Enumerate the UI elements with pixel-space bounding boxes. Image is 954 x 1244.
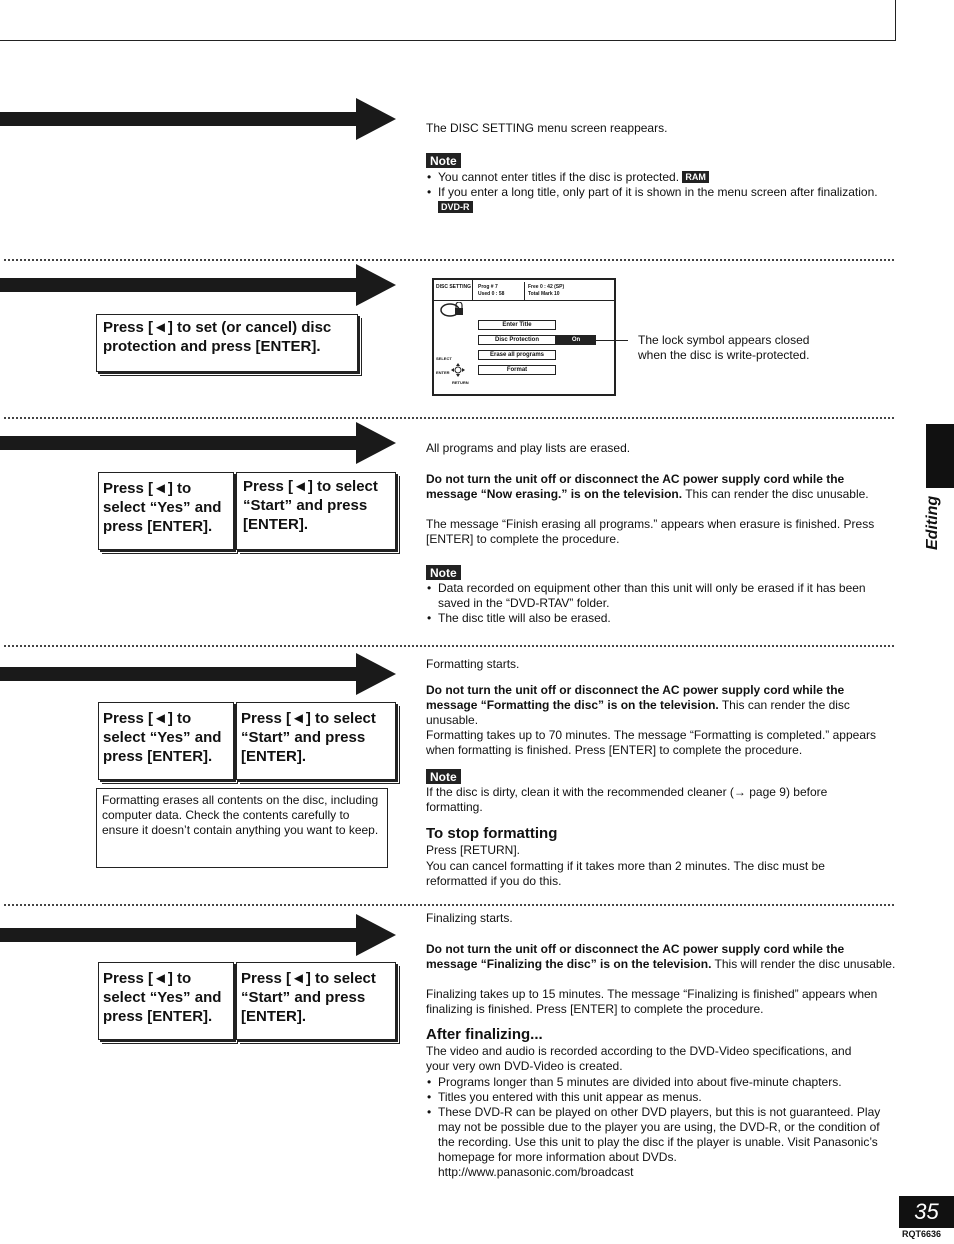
screen-used: Used 0 : 58 xyxy=(478,291,505,297)
list-item: • Programs longer than 5 minutes are divided into about five-minute chapters. xyxy=(438,1075,891,1090)
select-yes-box xyxy=(98,472,234,550)
panasonic-url: http://www.panasonic.com/broadcast xyxy=(438,1165,634,1179)
select-start-text: Press [◄] to select “Start” and press [ENTER]. xyxy=(241,710,376,765)
divider xyxy=(4,904,894,906)
section-label: Editing xyxy=(924,495,941,550)
list-item: • The disc title will also be erased. xyxy=(438,611,896,626)
select-start-box xyxy=(236,472,396,550)
menu-disc-protection: Disc Protection xyxy=(478,335,556,345)
screen-free: Free 0 : 42 (SP) xyxy=(528,284,565,290)
step-arrow-1 xyxy=(0,94,400,144)
after-heading: After finalizing... xyxy=(426,1026,543,1043)
dpad-icon xyxy=(450,362,466,378)
menu-erase-all: Erase all programs xyxy=(478,350,556,360)
select-start-text: Press [◄] to select “Start” and press [ENTER]. xyxy=(243,478,378,533)
step4-note: If the disc is dirty, clean it with the recommended cleaner (→ page 9) before formatting. xyxy=(426,785,828,814)
menu-format: Format xyxy=(478,365,556,375)
after-bullets xyxy=(426,1075,891,1180)
protection-value: On xyxy=(556,335,596,345)
step3-notes xyxy=(426,581,896,626)
step1-notes xyxy=(426,170,896,215)
stop-detail: You can cancel formatting if it takes more than 2 minutes. The disc must be reformatted if you do this. xyxy=(426,859,825,888)
select-yes-text: Press [◄] to select “Yes” and press [ENTER]. xyxy=(103,710,222,765)
note-label: Note xyxy=(426,768,461,786)
step3-warning: Do not turn the unit off or disconnect the AC power supply cord while the message “Now erasing.” is on the television. This can render the disc unusable. xyxy=(426,472,869,501)
step5-finish: Finalizing takes up to 15 minutes. The message “Finalizing is finished” appears when finalizing is finished. Press [ENTER] to complete the procedure. xyxy=(426,987,878,1016)
instruction-text: Press [◄] to set (or cancel) disc protection and press [ENTER]. xyxy=(103,319,332,355)
caution-box xyxy=(96,788,388,868)
caution-text: Formatting erases all contents on the disc, including computer data. Check the contents carefully to ensure it doesn’t contain anything you want to keep. xyxy=(102,793,379,837)
enter-label: ENTER xyxy=(436,370,450,375)
step4-result: Formatting starts. xyxy=(426,657,520,671)
screen-total-mark: Total Mark 10 xyxy=(528,291,560,297)
step5-result: Finalizing starts. xyxy=(426,911,513,925)
list-item: • These DVD-R can be played on other DVD players, but this is not guaranteed. Play may not be possible due to the player you are using, the DVD-R, or the condition of the recording. Use this unit to play the disc if the player is unable. Visit Panasonic’s homepage for more information about DVDs. xyxy=(438,1105,891,1165)
step1-result: The DISC SETTING menu screen reappears. xyxy=(426,121,668,135)
step-arrow-2 xyxy=(0,260,400,310)
dvdr-badge: DVD-R xyxy=(438,201,473,213)
list-item: • Titles you entered with this unit appear as menus. xyxy=(438,1090,891,1105)
after-intro: The video and audio is recorded according to the DVD-Video specifications, and your very own DVD-Video is created. xyxy=(426,1044,852,1073)
top-right-rule xyxy=(895,0,896,41)
screen-prog: Prog # 7 xyxy=(478,284,498,290)
stop-heading: To stop formatting xyxy=(426,825,558,842)
note-label: Note xyxy=(426,152,461,170)
page-number: 35 xyxy=(899,1196,954,1228)
list-item: • You cannot enter titles if the disc is protected. RAM xyxy=(438,170,896,185)
disc-setting-screen xyxy=(432,278,616,396)
select-yes-box xyxy=(98,962,234,1040)
stop-step: Press [RETURN]. xyxy=(426,843,521,857)
select-yes-box xyxy=(98,702,234,780)
disc-lock-icon xyxy=(440,302,466,318)
step-arrow-4 xyxy=(0,649,400,699)
step-arrow-5 xyxy=(0,910,400,960)
top-rule xyxy=(0,40,896,41)
select-yes-text: Press [◄] to select “Yes” and press [ENTER]. xyxy=(103,970,222,1025)
section-tab xyxy=(926,424,954,488)
menu-enter-title: Enter Title xyxy=(478,320,556,330)
list-item: • Data recorded on equipment other than this unit will only be erased if it has been saved in the “DVD-RTAV” folder. xyxy=(438,581,896,611)
list-item: • If you enter a long title, only part of it is shown in the menu screen after finalization. DVD-R xyxy=(438,185,896,215)
select-label: SELECT xyxy=(436,356,452,361)
document-code: RQT6636 xyxy=(902,1229,942,1239)
lock-callout: The lock symbol appears closed when the disc is write-protected. xyxy=(638,333,810,362)
note-label: Note xyxy=(426,564,461,582)
step-arrow-3 xyxy=(0,418,400,468)
step4-warning: Do not turn the unit off or disconnect the AC power supply cord while the message “Formatting the disc” is on the television. This can render the disc unusable. xyxy=(426,683,850,727)
select-start-text: Press [◄] to select “Start” and press [ENTER]. xyxy=(241,970,376,1025)
step5-warning: Do not turn the unit off or disconnect the AC power supply cord while the message “Finalizing the disc” is on the television. This will render the disc unusable. xyxy=(426,942,896,971)
select-start-box xyxy=(236,702,396,780)
step4-finish: Formatting takes up to 70 minutes. The message “Formatting is completed.” appears when formatting is finished. Press [ENTER] to complete the procedure. xyxy=(426,728,876,757)
divider xyxy=(4,645,894,647)
step3-result: All programs and play lists are erased. xyxy=(426,441,631,455)
step3-finish: The message “Finish erasing all programs.” appears when erasure is finished. Press [ENTER] to complete the procedure. xyxy=(426,517,875,546)
return-label: RETURN xyxy=(452,380,469,385)
screen-tab: DISC SETTING xyxy=(436,284,472,290)
callout-line xyxy=(594,340,628,341)
select-start-box xyxy=(236,962,396,1040)
instruction-box xyxy=(96,314,358,372)
ram-badge: RAM xyxy=(682,171,709,183)
select-yes-text: Press [◄] to select “Yes” and press [ENTER]. xyxy=(103,480,222,535)
